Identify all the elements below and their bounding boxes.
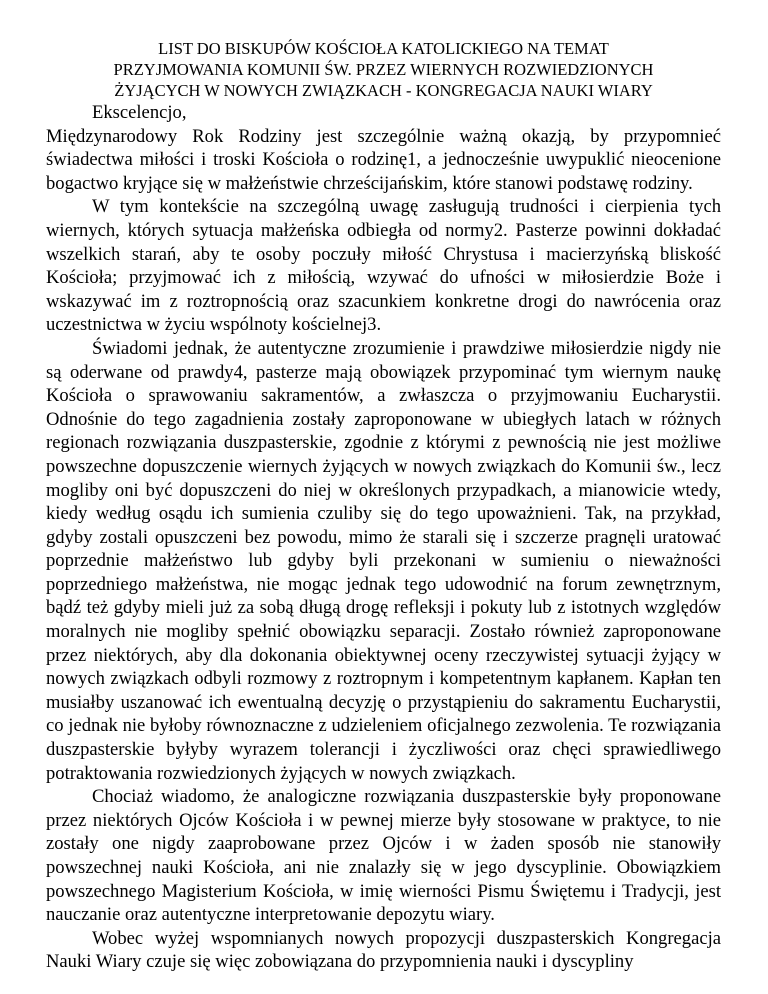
paragraph-2: W tym kontekście na szczególną uwagę zasługują trudności i cierpienia tych wiernych, których sytuacja małżeńska odbiegła od normy2. Pasterze powinni dokładać wszelkich starań, aby te osoby poczuły miłość Chrystusa i macierzyńską bliskość Kościoła; przyjmować ich z miłością, wzywać do ufności w miłosierdzie Boże i wskazywać im z roztropnością oraz szacunkiem konkretne drogi do nawrócenia oraz uczestnictwa w życiu wspólnoty kościelnej3. — [46, 196, 721, 336]
title-line: LIST DO BISKUPÓW KOŚCIOŁA KATOLICKIEGO NA TEMAT — [158, 39, 609, 58]
paragraph-4: Chociaż wiadomo, że analogiczne rozwiązania duszpasterskie były proponowane przez niektórych Ojców Kościoła i w pewnej mierze były stosowane w praktyce, to nie zostały one nigdy zaaprobowane przez Ojców i w żaden sposób nie stanowiły powszechnej nauki Kościoła, ani nie znalazły się w jego dyscyplinie. Obowiązkiem powszechnego Magisterium Kościoła, w imię wierności Pismu Świętemu i Tradycji, jest nauczanie oraz autentyczne interpretowanie depozytu wiary. — [46, 786, 721, 926]
paragraph-5: Wobec wyżej wspomnianych nowych propozycji duszpasterskich Kongregacja Nauki Wiary czuje się więc zobowiązana do przypomnienia nauki i dyscypliny — [46, 927, 721, 973]
salutation: Ekscelencjo, — [92, 102, 187, 123]
paragraph-1: Międzynarodowy Rok Rodziny jest szczególnie ważną okazją, by przypomnieć świadectwa miłości i troski Kościoła o rodzinę1, a jednocześnie uwypuklić nieocenione bogactwo kryjące się w małżeństwie chrześcijańskim, które stanowi podstawę rodziny. — [46, 125, 721, 194]
paragraph-3: Świadomi jednak, że autentyczne zrozumienie i prawdziwe miłosierdzie nigdy nie są oderwane od prawdy4, pasterze mają obowiązek przypominać tym wiernym naukę Kościoła o sprawowaniu sakramentów, a zwłaszcza o przyjmowaniu Eucharystii. Odnośnie do tego zagadnienia zostały zaproponowane w ubiegłych latach w różnych regionach rozwiązania duszpasterskie, zgodnie z którymi z pewnością nie jest możliwe powszechne dopuszczenie wiernych żyjących w nowych związkach do Komunii św., lecz mogliby oni być dopuszczeni do niej w określonych przypadkach, a mianowicie wtedy, kiedy według osądu ich sumienia czuliby się do tego upoważnieni. Tak, na przykład, gdyby zostali opuszczeni bez powodu, mimo że starali się i szczerze pragnęli uratować poprzednie małżeństwo lub gdyby byli przekonani w sumieniu o nieważności poprzedniego małżeństwa, nie mogąc jednak tego udowodnić na forum zewnętrznym, bądź też gdyby mieli już za sobą długą drogę refleksji i pokuty lub z istotnych względów moralnych nie mogliby spełnić obowiązku separacji. Zostało również zaproponowane przez niektórych, aby dla dokonania obiektywnej oceny rzeczywistej sytuacji żyjący w nowych związkach odbyli rozmowy z roztropnym i kompetentnym kapłanem. Kapłan ten musiałby uszanować ich ewentualną decyzję o przystąpieniu do sakramentu Eucharystii, co jednak nie byłoby równoznaczne z udzieleniem oficjalnego zezwolenia. Te rozwiązania duszpasterskie byłyby wyrazem tolerancji i życzliwości oraz chęci sprawiedliwego potraktowania rozwiedzionych żyjących w nowych związkach. — [46, 337, 721, 784]
title-line: ŻYJĄCYCH W NOWYCH ZWIĄZKACH - KONGREGACJA NAUKI WIARY — [114, 81, 653, 100]
title-line: PRZYJMOWANIA KOMUNII ŚW. PRZEZ WIERNYCH ROZWIEDZIONYCH — [113, 60, 654, 79]
document-title — [46, 38, 721, 101]
document-page — [46, 38, 721, 974]
